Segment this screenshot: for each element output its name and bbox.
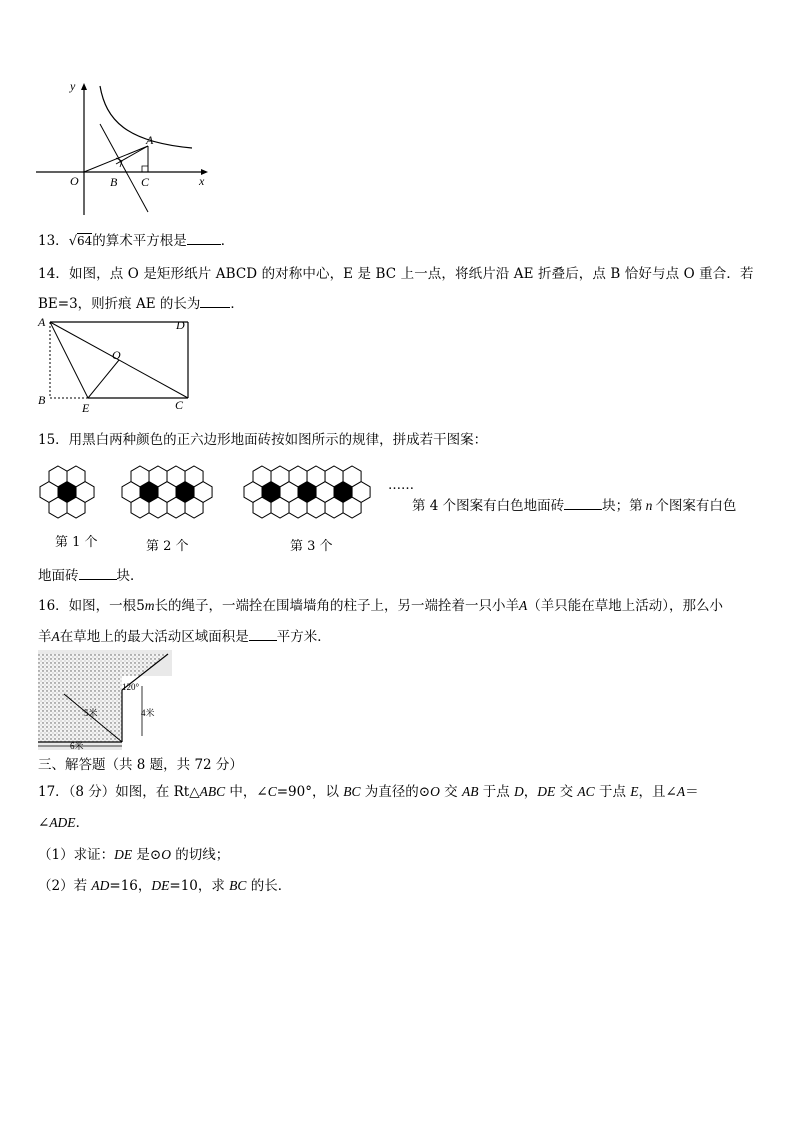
q14-answer-blank[interactable]	[200, 295, 230, 308]
q14-line2-text: BE=3，则折痕 AE 的长为	[38, 296, 201, 312]
q17-AB: AB	[461, 784, 479, 799]
q17-angle-sign: ∠	[38, 815, 50, 831]
fig14-C-label: C	[175, 398, 184, 412]
white-hex-tile	[185, 497, 203, 518]
q15-answer-blank-2[interactable]	[79, 567, 117, 580]
q13-end: ．	[220, 233, 235, 249]
q17-t4: 为直径的⊙	[360, 784, 431, 800]
white-hex-tile	[343, 466, 361, 487]
hexagon-patterns-figure	[36, 456, 386, 528]
q17-O: O	[430, 784, 440, 799]
white-hex-tile	[131, 466, 149, 487]
q16-five: 5	[136, 598, 145, 614]
question-14-line1: 14．如图，点 O 是矩形纸片 ABCD 的对称中心，E 是 BC 上一点，将纸片沿 AE 折叠后，点 B 恰好与点 O 重合．若	[38, 266, 754, 282]
fig12-y-label: y	[70, 80, 76, 93]
q15-right-text	[412, 494, 736, 514]
question-15-line3	[38, 564, 144, 584]
q17-BC: BC	[343, 784, 361, 799]
q17-p2-c: =10，求	[169, 878, 230, 894]
white-hex-tile	[325, 466, 343, 487]
q13-answer-blank[interactable]	[187, 232, 221, 245]
q17-p1-DE: DE	[114, 847, 133, 862]
q17-t9: 于点	[594, 784, 631, 800]
white-hex-tile	[149, 466, 167, 487]
question-17-line1	[38, 780, 699, 800]
q17-t10: ，且∠	[638, 784, 677, 800]
white-hex-tile	[271, 497, 289, 518]
q16-text-a: 16．如图，一根	[38, 598, 137, 614]
question-16-line1	[38, 594, 723, 614]
q13-text: 的算术平方根是	[92, 233, 187, 249]
rectangle-fold-figure	[34, 312, 204, 416]
q17-p2-DE: DE	[151, 878, 170, 893]
q17-line2-end: ．	[75, 815, 90, 831]
q13-radicand: 64	[76, 234, 93, 248]
white-hex-tile	[67, 466, 85, 487]
white-hex-tile	[325, 497, 343, 518]
question-17-part1	[38, 843, 229, 863]
question-16-line2	[38, 625, 331, 645]
q17-t8: 交	[555, 784, 578, 800]
q16-A-variable-2: A	[51, 629, 60, 644]
fig12-x-label: x	[199, 174, 205, 188]
fig16-wall-label: 4米	[141, 708, 155, 718]
white-hex-tile	[49, 497, 67, 518]
q16-line2-a: 羊	[38, 629, 52, 645]
q17-C: C	[267, 784, 277, 799]
fig16-base-label: 6米	[70, 741, 84, 750]
fig12-C-label: C	[141, 175, 150, 189]
pattern-caption-2: 第 2 个	[146, 539, 189, 554]
white-hex-tile	[289, 497, 307, 518]
q15-ellipsis: ……	[388, 478, 414, 493]
q15-line3-text: 地面砖	[38, 568, 79, 584]
fig14-E-label: E	[82, 401, 90, 415]
q17-DE: DE	[537, 784, 556, 799]
white-hex-tile	[167, 497, 185, 518]
q17-t2: 中，∠	[225, 784, 268, 800]
q15-end-text: 个图案有白色	[655, 498, 737, 514]
q16-A-variable: A	[519, 598, 528, 613]
white-hex-tile	[343, 497, 361, 518]
q14-line2-end: ．	[230, 296, 244, 312]
fig16-rope-label: 5米	[84, 708, 98, 718]
q17-p1-O: O	[161, 847, 171, 862]
white-hex-tile	[253, 497, 271, 518]
white-hex-tile	[67, 497, 85, 518]
q15-mid-text: 块；第	[602, 498, 643, 514]
q17-AC: AC	[577, 784, 595, 799]
white-hex-tile	[131, 497, 149, 518]
pattern-caption-1: 第 1 个	[55, 535, 98, 550]
q16-line2-end: 平方米．	[276, 629, 331, 645]
q17-p2-b: =16，	[109, 878, 152, 894]
hyperbola-figure	[36, 80, 216, 220]
pattern-caption-3: 第 3 个	[290, 539, 333, 554]
fig12-O-label: O	[70, 174, 79, 188]
q15-fourth-text: 第 4 个图案有白色地面砖	[412, 498, 565, 514]
question-13	[38, 229, 234, 249]
q17-t5: 交	[439, 784, 462, 800]
white-hex-tile	[253, 466, 271, 487]
question-15-line1: 15．用黑白两种颜色的正六边形地面砖按如图所示的规律，拼成若干图案：	[38, 432, 488, 448]
q16-line2-b: 在草地上的最大活动区域面积是	[59, 629, 249, 645]
q17-ADE: ADE	[49, 815, 76, 830]
fig14-D-label: D	[176, 318, 185, 332]
question-14-line2	[38, 292, 244, 312]
white-hex-tile	[271, 466, 289, 487]
fig16-angle-label: 120°	[122, 682, 140, 692]
q17-p2-a: （2）若	[38, 878, 92, 894]
q17-t7: ，	[523, 784, 538, 800]
q17-p2-AD: AD	[91, 878, 110, 893]
white-hex-tile	[307, 466, 325, 487]
q17-ABC: ABC	[199, 784, 226, 799]
q13-number: 13．	[38, 233, 69, 249]
fig14-A-label: A	[38, 315, 46, 329]
q16-text-b: 长的绳子，一端拴在围墙墙角的柱子上，另一端拴着一只小羊	[154, 598, 520, 614]
fig14-O-label: O	[112, 348, 121, 362]
q17-t6: 于点	[478, 784, 515, 800]
q16-answer-blank[interactable]	[249, 628, 277, 641]
q17-p1-b: 是⊙	[132, 847, 162, 863]
white-hex-tile	[167, 466, 185, 487]
white-hex-tile	[149, 497, 167, 518]
q17-t1: 17．（8 分）如图，在 Rt△	[38, 784, 200, 800]
question-17-line2	[38, 811, 89, 831]
q17-t3: =90°，以	[276, 784, 344, 800]
fig12-B-label: B	[110, 175, 118, 189]
q17-A: A	[676, 784, 686, 799]
white-hex-tile	[185, 466, 203, 487]
q17-p1-c: 的切线；	[170, 847, 230, 863]
goat-grass-figure	[38, 650, 172, 750]
q17-E: E	[630, 784, 639, 799]
white-hex-tile	[289, 466, 307, 487]
sqrt-sign-icon: √	[68, 234, 77, 249]
q17-p2-d: 的长．	[246, 878, 292, 894]
q15-answer-blank-1[interactable]	[564, 497, 602, 510]
fig14-B-label: B	[38, 393, 46, 407]
q16-text-c: （羊只能在草地上活动），那么小	[527, 598, 724, 614]
fig12-A-label: A	[146, 133, 154, 147]
q17-t11: ＝	[685, 784, 699, 800]
q15-n-variable: n	[645, 498, 653, 513]
q16-m-unit: m	[144, 598, 155, 613]
q17-p2-BC: BC	[229, 878, 247, 893]
q17-p1-a: （1）求证：	[38, 847, 115, 863]
section-3-heading: 三、解答题（共 8 题，共 72 分）	[38, 757, 243, 773]
white-hex-tile	[307, 497, 325, 518]
q15-line3-end: 块．	[116, 568, 144, 584]
q17-D: D	[514, 784, 524, 799]
white-hex-tile	[49, 466, 67, 487]
question-17-part2	[38, 874, 291, 894]
